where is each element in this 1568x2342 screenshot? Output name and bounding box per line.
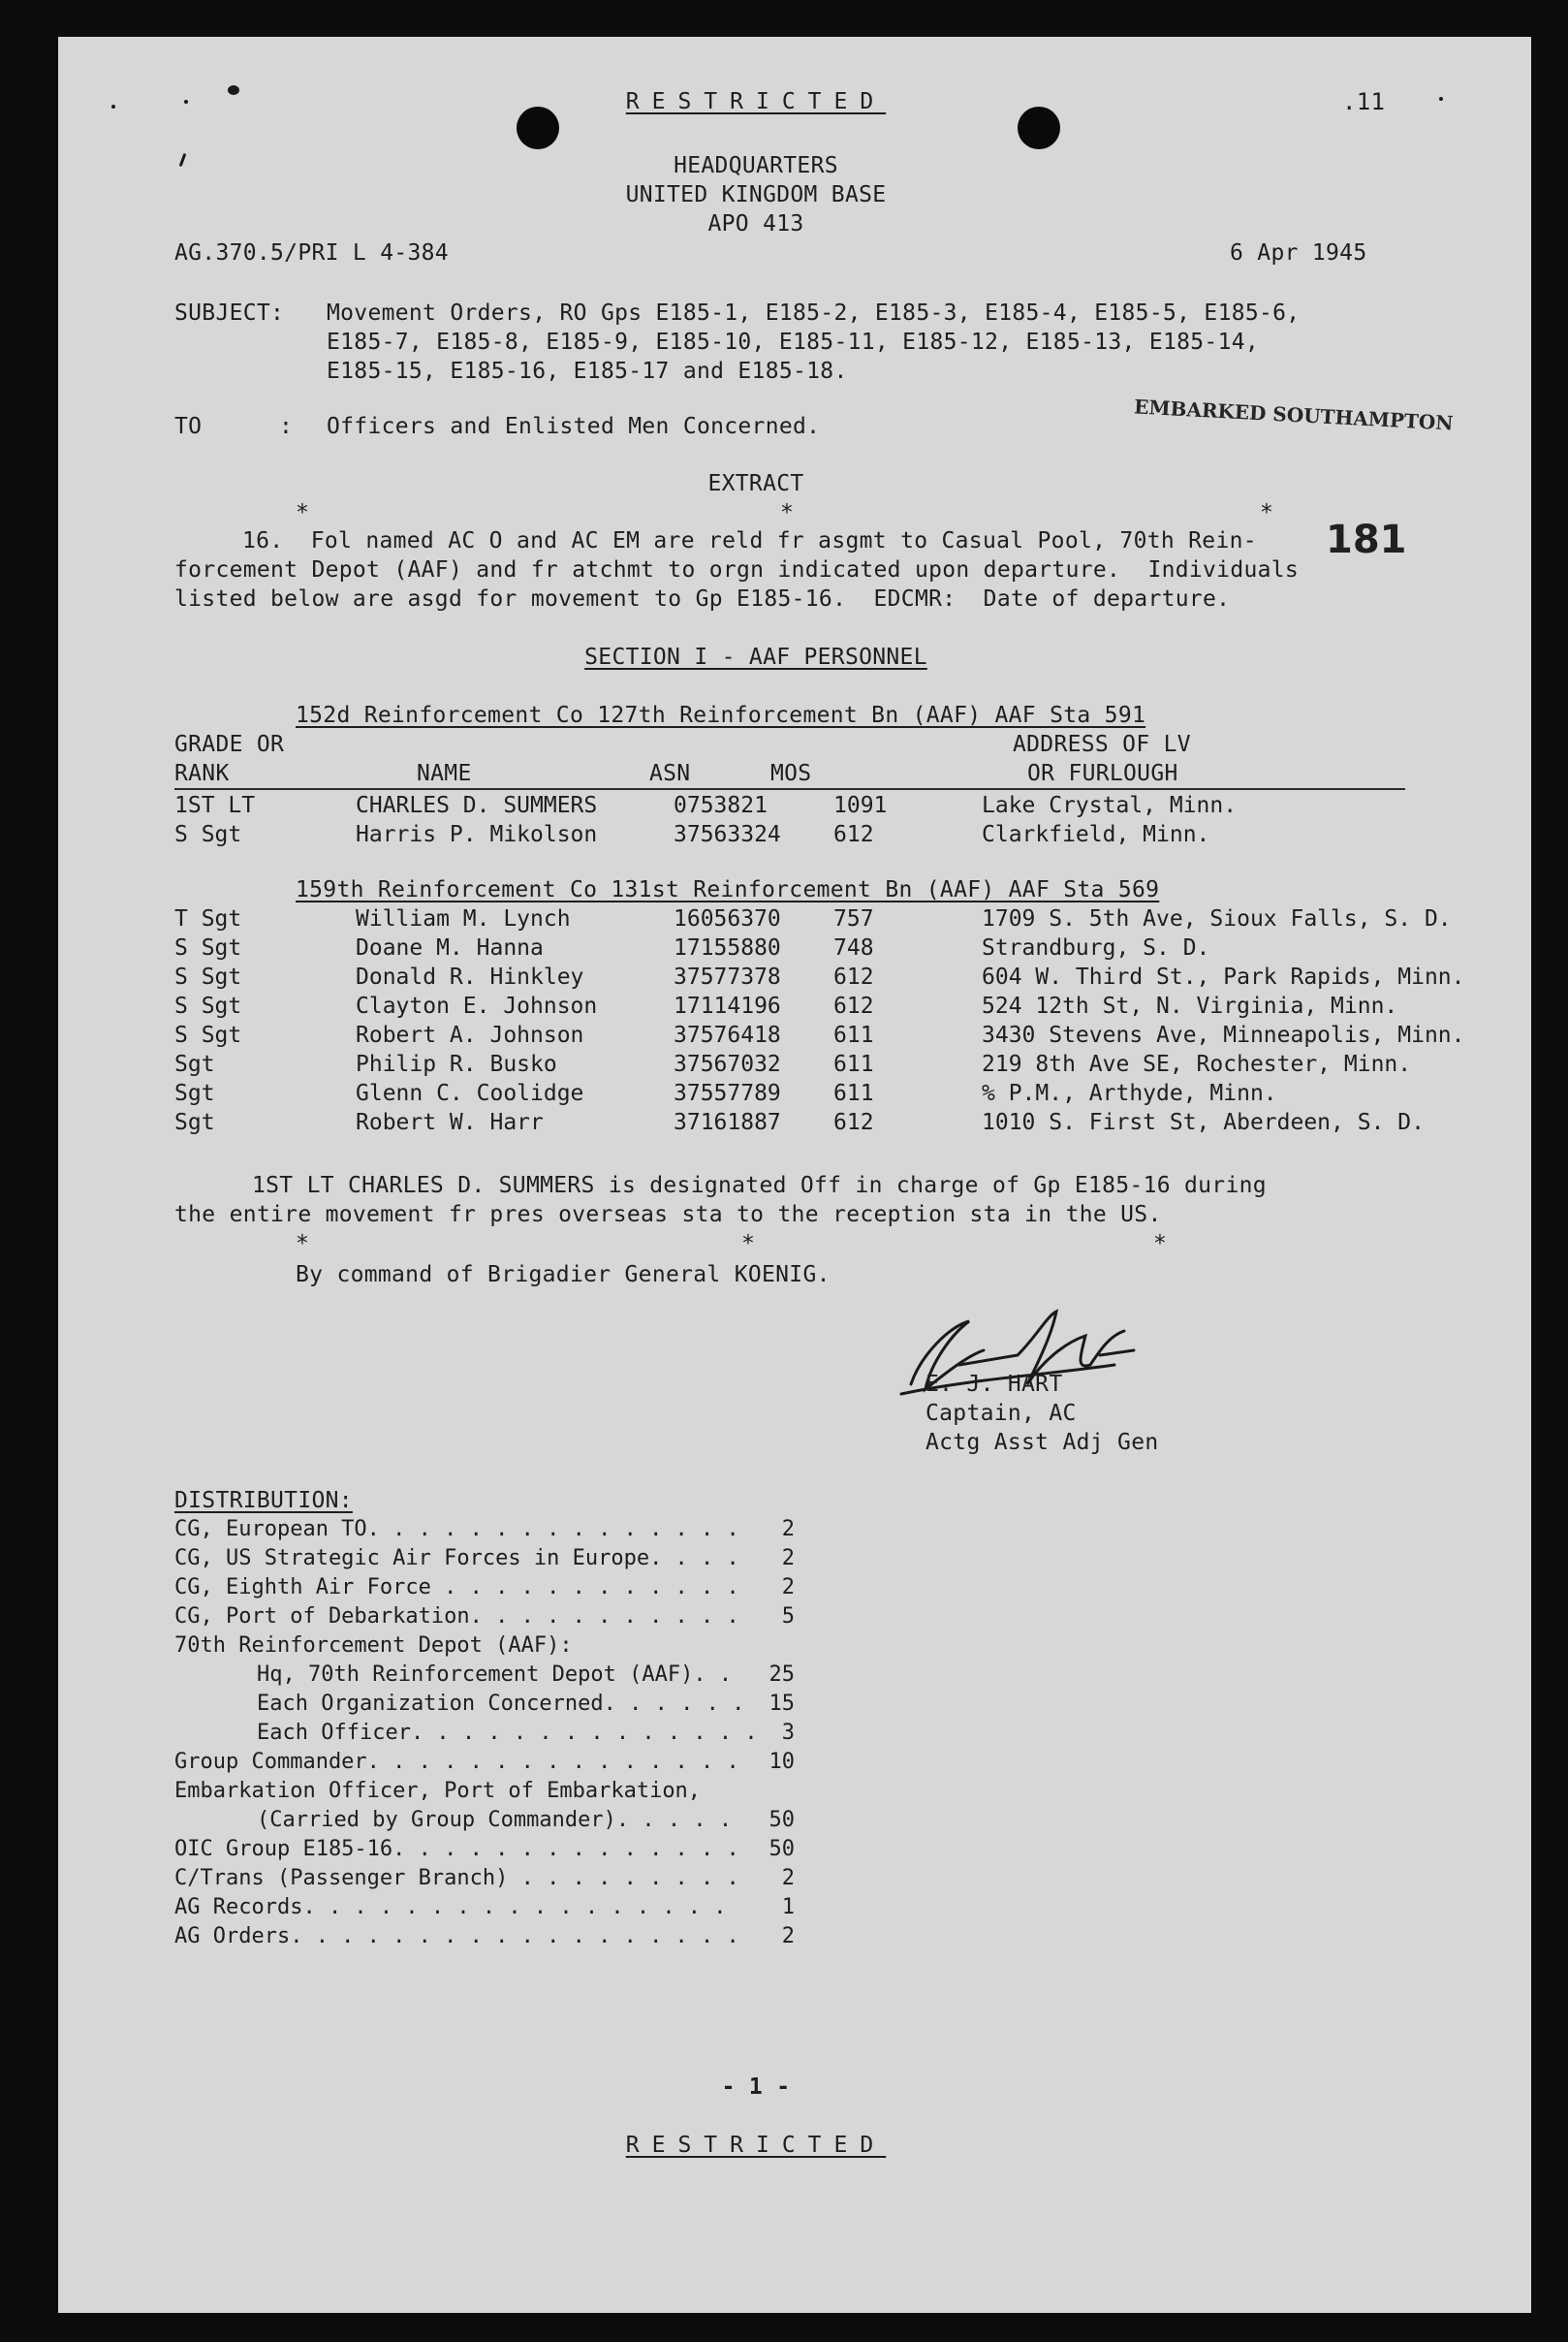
mos-cell: 612 (833, 1110, 874, 1135)
asn-cell: 17155880 (674, 935, 781, 961)
grade-cell: S Sgt (174, 994, 242, 1019)
distribution-copies: 5 (781, 1604, 795, 1629)
asn-cell: 17114196 (674, 994, 781, 1019)
grade-cell: S Sgt (174, 1023, 242, 1048)
asterisk-marker: * (1260, 500, 1274, 525)
ink-speck (1439, 97, 1443, 101)
asterisk-marker: * (741, 1231, 756, 1256)
distribution-recipient: Group Commander. . . . . . . . . . . . . . . (174, 1750, 739, 1774)
address-cell: % P.M., Arthyde, Minn. (982, 1081, 1277, 1106)
to-colon: : (279, 414, 294, 439)
asterisk-marker: * (296, 500, 310, 525)
mos-cell: 1091 (833, 793, 888, 818)
distribution-recipient: OIC Group E185-16. . . . . . . . . . . . . . (174, 1837, 739, 1861)
name-cell: Robert A. Johnson (356, 1023, 584, 1048)
signer-title: Captain, AC (925, 1401, 1077, 1426)
punch-hole-right (1018, 107, 1060, 149)
asn-cell: 0753821 (674, 793, 768, 818)
column-asn-header: ASN (649, 761, 691, 786)
grade-cell: T Sgt (174, 906, 242, 932)
column-grade-header: GRADE OR (174, 732, 285, 757)
address-cell: 1709 S. 5th Ave, Sioux Falls, S. D. (982, 906, 1452, 932)
name-cell: Robert W. Harr (356, 1110, 544, 1135)
name-cell: William M. Lynch (356, 906, 571, 932)
extract-heading: EXTRACT (707, 471, 804, 496)
hq-line-3: APO 413 (707, 211, 804, 237)
hq-line-2: UNITED KINGDOM BASE (625, 182, 887, 207)
page-number: - 1 - (721, 2074, 791, 2100)
ink-speck (184, 100, 188, 104)
name-cell: Clayton E. Johnson (356, 994, 598, 1019)
subject-line-1: Movement Orders, RO Gps E185-1, E185-2, E185-3, E185-4, E185-5, E185-6, (327, 301, 1301, 326)
distribution-recipient: CG, US Strategic Air Forces in Europe. . . . (174, 1546, 739, 1570)
subject-line-2: E185-7, E185-8, E185-9, E185-10, E185-11, E185-12, E185-13, E185-14, (327, 330, 1260, 355)
grade-cell: S Sgt (174, 935, 242, 961)
mos-cell: 611 (833, 1023, 874, 1048)
distribution-recipient: (Carried by Group Commander). . . . . (257, 1808, 733, 1832)
command-line: By command of Brigadier General KOENIG. (296, 1262, 831, 1287)
paragraph-16-line-2: forcement Depot (AAF) and fr atchmt to orgn indicated upon departure. Individuals (174, 557, 1300, 583)
document-date: 6 Apr 1945 (1230, 240, 1367, 266)
mos-cell: 611 (833, 1052, 874, 1077)
asn-cell: 37161887 (674, 1110, 781, 1135)
address-cell: 524 12th St, N. Virginia, Minn. (982, 994, 1398, 1019)
name-cell: Harris P. Mikolson (356, 822, 598, 847)
designation-line-1: 1ST LT CHARLES D. SUMMERS is designated Off in charge of Gp E185-16 during (252, 1173, 1267, 1198)
designation-line-2: the entire movement fr pres overseas sta to the reception sta in the US. (174, 1202, 1162, 1227)
grade-cell: Sgt (174, 1110, 215, 1135)
asn-cell: 37557789 (674, 1081, 781, 1106)
signer-role: Actg Asst Adj Gen (925, 1430, 1159, 1455)
classification-footer: RESTRICTED (625, 2133, 887, 2158)
handwritten-number: 181 (1326, 518, 1407, 562)
unit-heading-2: 159th Reinforcement Co 131st Reinforcement Bn (AAF) AAF Sta 569 (296, 877, 1160, 902)
distribution-copies: 3 (781, 1721, 795, 1745)
address-cell: 1010 S. First St, Aberdeen, S. D. (982, 1110, 1425, 1135)
distribution-recipient: AG Orders. . . . . . . . . . . . . . . . . . (174, 1924, 739, 1948)
ink-speck (111, 105, 115, 109)
paragraph-16-line-1: 16. Fol named AC O and AC EM are reld fr asgmt to Casual Pool, 70th Rein- (242, 528, 1257, 554)
grade-cell: S Sgt (174, 965, 242, 990)
name-cell: Glenn C. Coolidge (356, 1081, 584, 1106)
signer-name: E. J. HART (925, 1372, 1063, 1397)
column-header-rule (174, 788, 1405, 790)
asn-cell: 37567032 (674, 1052, 781, 1077)
name-cell: Philip R. Busko (356, 1052, 557, 1077)
distribution-copies: 2 (781, 1546, 795, 1570)
asterisk-marker: * (1153, 1231, 1168, 1256)
ink-speck (228, 85, 239, 95)
asterisk-marker: * (296, 1231, 310, 1256)
distribution-recipient: Embarkation Officer, Port of Embarkation, (174, 1779, 702, 1803)
distribution-heading: DISTRIBUTION: (174, 1488, 353, 1513)
address-cell: Clarkfield, Minn. (982, 822, 1210, 847)
to-recipients: Officers and Enlisted Men Concerned. (327, 414, 821, 439)
embarked-stamp: EMBARKED SOUTHAMPTON (1133, 395, 1455, 435)
distribution-recipient: CG, Port of Debarkation. . . . . . . . . . . (174, 1604, 739, 1629)
to-label: TO (174, 414, 203, 439)
column-name-header: NAME (417, 761, 472, 786)
asn-cell: 16056370 (674, 906, 781, 932)
subject-line-3: E185-15, E185-16, E185-17 and E185-18. (327, 359, 848, 384)
asn-cell: 37577378 (674, 965, 781, 990)
distribution-copies: 2 (781, 1866, 795, 1890)
mos-cell: 612 (833, 965, 874, 990)
column-grade-header: RANK (174, 761, 230, 786)
document-page (58, 37, 1531, 2313)
grade-cell: 1ST LT (174, 793, 256, 818)
hq-line-1: HEADQUARTERS (674, 153, 838, 178)
distribution-recipient: CG, European TO. . . . . . . . . . . . . . . (174, 1517, 739, 1541)
distribution-copies: 50 (768, 1808, 795, 1832)
column-address-header: ADDRESS OF LV (1013, 732, 1191, 757)
file-number: AG.370.5/PRI L 4-384 (174, 240, 449, 266)
distribution-copies: 2 (781, 1575, 795, 1599)
page-reference: .11 (1342, 88, 1386, 115)
distribution-copies: 15 (768, 1692, 795, 1716)
distribution-copies: 2 (781, 1517, 795, 1541)
distribution-recipient: CG, Eighth Air Force . . . . . . . . . . . . (174, 1575, 739, 1599)
mos-cell: 757 (833, 906, 874, 932)
name-cell: CHARLES D. SUMMERS (356, 793, 598, 818)
grade-cell: Sgt (174, 1081, 215, 1106)
address-cell: 219 8th Ave SE, Rochester, Minn. (982, 1052, 1412, 1077)
distribution-recipient: 70th Reinforcement Depot (AAF): (174, 1633, 573, 1658)
distribution-copies: 2 (781, 1924, 795, 1948)
subject-label: SUBJECT: (174, 301, 285, 326)
classification-header: RESTRICTED (625, 89, 887, 114)
mos-cell: 611 (833, 1081, 874, 1106)
column-address-header: OR FURLOUGH (1027, 761, 1178, 786)
asterisk-marker: * (780, 500, 795, 525)
column-mos-header: MOS (770, 761, 812, 786)
distribution-recipient: Each Organization Concerned. . . . . . (257, 1692, 745, 1716)
mos-cell: 612 (833, 822, 874, 847)
distribution-recipient: Hq, 70th Reinforcement Depot (AAF). . (257, 1662, 733, 1687)
address-cell: Lake Crystal, Minn. (982, 793, 1238, 818)
distribution-recipient: Each Officer. . . . . . . . . . . . . . (257, 1721, 758, 1745)
address-cell: 604 W. Third St., Park Rapids, Minn. (982, 965, 1465, 990)
address-cell: Strandburg, S. D. (982, 935, 1210, 961)
distribution-copies: 1 (781, 1895, 795, 1919)
asn-cell: 37576418 (674, 1023, 781, 1048)
section-title: SECTION I - AAF PERSONNEL (584, 645, 927, 670)
punch-hole-left (517, 107, 559, 149)
distribution-copies: 10 (768, 1750, 795, 1774)
ink-speck (179, 153, 187, 167)
distribution-copies: 25 (768, 1662, 795, 1687)
name-cell: Donald R. Hinkley (356, 965, 584, 990)
grade-cell: Sgt (174, 1052, 215, 1077)
distribution-recipient: C/Trans (Passenger Branch) . . . . . . . . . (174, 1866, 739, 1890)
unit-heading-1: 152d Reinforcement Co 127th Reinforcement Bn (AAF) AAF Sta 591 (296, 703, 1146, 728)
mos-cell: 748 (833, 935, 874, 961)
distribution-recipient: AG Records. . . . . . . . . . . . . . . . . (174, 1895, 727, 1919)
asn-cell: 37563324 (674, 822, 781, 847)
distribution-copies: 50 (768, 1837, 795, 1861)
name-cell: Doane M. Hanna (356, 935, 544, 961)
address-cell: 3430 Stevens Ave, Minneapolis, Minn. (982, 1023, 1465, 1048)
grade-cell: S Sgt (174, 822, 242, 847)
paragraph-16-line-3: listed below are asgd for movement to Gp E185-16. EDCMR: Date of departure. (174, 586, 1231, 612)
mos-cell: 612 (833, 994, 874, 1019)
